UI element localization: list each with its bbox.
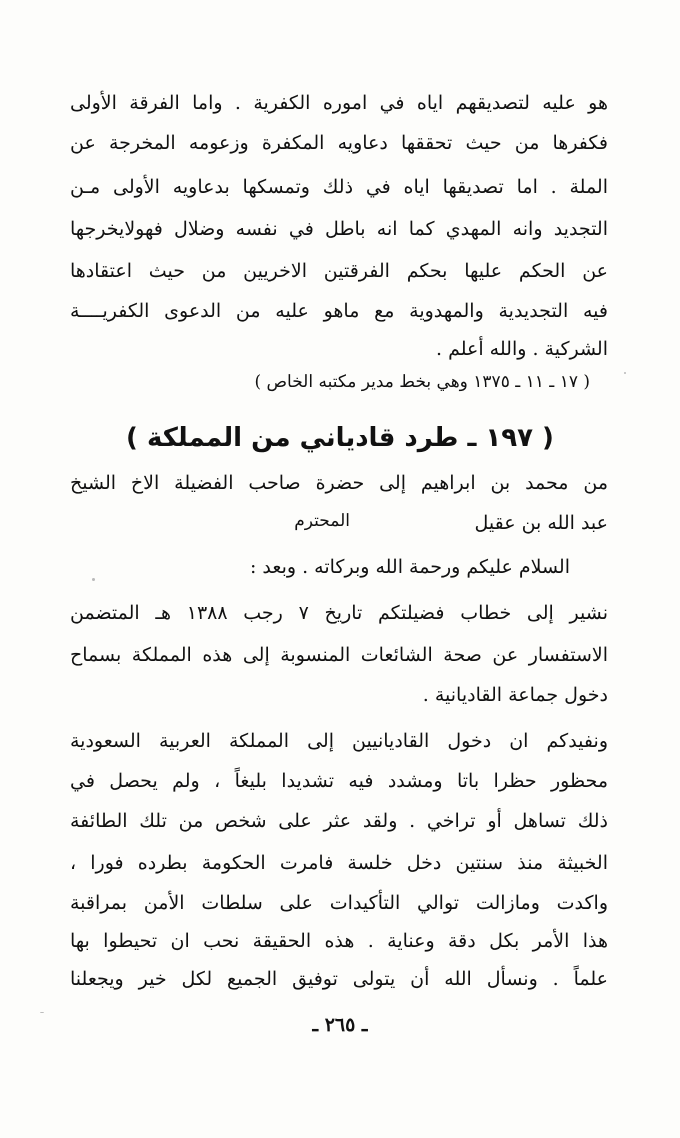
text-line: الخبيثة منذ سنتين دخل خلسة فامرت الحكومة بطرده فورا ، [70, 852, 608, 874]
text-line: محظور حظرا باتا ومشدد فيه تشديدا بليغاً ، ولم يحصل في [70, 770, 608, 792]
text-line: الاستفسار عن صحة الشائعات المنسوبة إلى هذه المملكة بسماح [70, 644, 608, 666]
text-line: ذلك تساهل أو تراخي . ولقد عثر على شخص من تلك الطائفة [70, 810, 608, 832]
letter-recipient-name: عبد الله بن عقيل [474, 512, 608, 534]
page-number: ـ ٢٦٥ ـ [312, 1014, 368, 1036]
text-line: علماً . ونسأل الله أن يتولى توفيق الجميع لكل خير ويجعلنا [70, 968, 608, 990]
text-line: الشركية . والله أعلم . [436, 338, 608, 360]
text-line: نشير إلى خطاب فضيلتكم تاريخ ٧ رجب ١٣٨٨ هـ المتضمن [70, 602, 609, 624]
scan-speck [92, 578, 95, 581]
text-line: واكدت ومازالت توالي التأكيدات على سلطات الأمن بمراقبة [70, 892, 608, 914]
section-heading: ( ١٩٧ ـ طرد قادياني من المملكة ) [126, 423, 554, 453]
text-line: فيه التجديدية والمهدوية مع ماهو عليه من الدعوى الكفريــــة [70, 300, 608, 322]
text-line: فكفرها من حيث تحققها دعاويه المكفرة وزعومه المخرجة عن [70, 132, 608, 154]
text-line: ونفيدكم ان دخول القاديانيين إلى المملكة العربية السعودية [70, 730, 608, 752]
text-line: التجديد وانه المهدي كما انه باطل في نفسه وضلال فهولايخرجها [70, 218, 608, 240]
text-line: هو عليه لتصديقهم اياه في اموره الكفرية . واما الفرقة الأولى [70, 92, 608, 114]
text-line: هذا الأمر بكل دقة وعناية . هذه الحقيقة نحب ان تحيطوا بها [70, 930, 608, 952]
text-line: الملة . اما تصديقها اياه في ذلك وتمسكها بدعاويه الأولى مـن [70, 176, 608, 198]
text-line: عن الحكم عليها بحكم الفرقتين الاخريين من حيث اعتقادها [70, 260, 608, 282]
letter-sender-line: من محمد بن ابراهيم إلى حضرة صاحب الفضيلة الاخ الشيخ [70, 472, 608, 494]
letter-recipient-title: المحترم [294, 511, 350, 531]
text-line: دخول جماعة القاديانية . [422, 684, 608, 706]
citation-note: ( ١٧ ـ ١١ ـ ١٣٧٥ وهي بخط مدير مكتبه الخاص ) [254, 372, 590, 392]
scan-speck [624, 372, 626, 374]
scan-speck [40, 1012, 44, 1013]
letter-greeting: السلام عليكم ورحمة الله وبركاته . وبعد : [249, 556, 570, 578]
